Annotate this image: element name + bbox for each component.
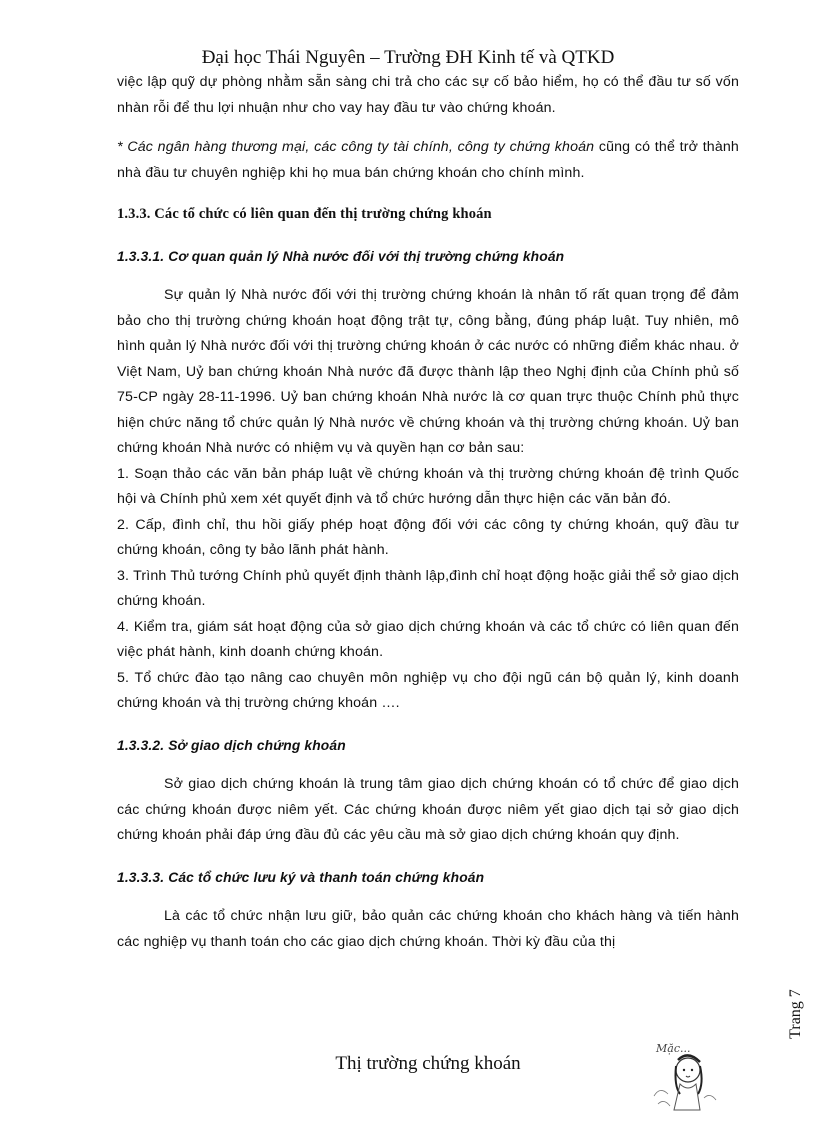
logo-lettering: Mặc... (656, 1042, 691, 1055)
list-item: 5. Tổ chức đào tạo nâng cao chuyên môn nghiệp vụ cho đội ngũ cán bộ quản lý, kinh doanh chứng khoán và thị trường chứng khoán …. (117, 669, 739, 711)
list-item: 2. Cấp, đình chỉ, thu hồi giấy phép hoạt động đối với các công ty chứng khoán, quỹ đầu tư chứng khoán, công ty bảo lãnh phát hành. (117, 516, 739, 558)
paragraph-1-3-3-1: Sự quản lý Nhà nước đối với thị trường chứng khoán là nhân tố rất quan trọng để đảm bảo cho thị trường chứng khoán hoạt động trật tự, công bằng, đúng pháp luật. Tuy nhiên, mô hình quản lý Nhà nước đối với thị trường chứng khoán ở các nước có những điểm khác nhau. ở Việt Nam, Uỷ ban chứng khoán Nhà nước đã được thành lập theo Nghị định của Chính phủ số 75-CP ngày 28-11-1996. Uỷ ban chứng khoán Nhà nước là cơ quan trực thuộc Chính phủ thực hiện chức năng tổ chức quản lý Nhà nước về chứng khoán và thị trường chứng khoán. Uỷ ban chứng khoán Nhà nước có nhiệm vụ và quyền hạn cơ bản sau: (117, 287, 739, 456)
list-item: 4. Kiểm tra, giám sát hoạt động của sở giao dịch chứng khoán và các tổ chức có liên quan đến việc phát hành, kinh doanh chứng khoán. (117, 618, 739, 660)
list-item: 1. Soạn thảo các văn bản pháp luật về chứng khoán và thị trường chứng khoán đệ trình Quốc hội và Chính phủ xem xét quyết định và tổ chức hướng dẫn thực hiện các văn bản đó. (117, 465, 739, 507)
heading-1-3-3-3: 1.3.3.3. Các tổ chức lưu ký và thanh toán chứng khoán (117, 869, 485, 885)
paragraph-banks (117, 135, 739, 186)
heading-1-3-3: 1.3.3. Các tổ chức có liên quan đến thị trường chứng khoán (117, 206, 492, 222)
document-body (117, 70, 739, 955)
paragraph-intro: việc lập quỹ dự phòng nhằm sẵn sàng chi trả cho các sự cố bảo hiểm, họ có thể đầu tư số vốn nhàn rỗi để thu lợi nhuận như cho vay hay đầu tư vào chứng khoán. (117, 74, 739, 116)
paragraph-banks-italic: * Các ngân hàng thương mại, các công ty tài chính, công ty chứng khoán (117, 139, 595, 155)
paragraph-1-3-3-2: Sở giao dịch chứng khoán là trung tâm giao dịch chứng khoán có tổ chức để giao dịch các chứng khoán được niêm yết. Các chứng khoán được niêm yết giao dịch tại sở giao dịch chứng khoán phải đáp ứng đầu đủ các yêu cầu mà sở giao dịch chứng khoán quy định. (117, 776, 739, 843)
heading-1-3-3-2: 1.3.3.2. Sở giao dịch chứng khoán (117, 737, 346, 753)
list-item: 3. Trình Thủ tướng Chính phủ quyết định thành lập,đình chỉ hoạt động hoặc giải thể sở giao dịch chứng khoán. (117, 567, 739, 609)
paragraph-banks-rest: cũng có thể trở thành nhà đầu tư chuyên nghiệp khi họ mua bán chứng khoán cho chính mình. (117, 139, 739, 181)
page-footer: Thị trường chứng khoán (335, 1053, 521, 1074)
page-header: Đại học Thái Nguyên – Trường ĐH Kinh tế và QTKD (201, 47, 615, 68)
heading-1-3-3-1: 1.3.3.1. Cơ quan quản lý Nhà nước đối với thị trường chứng khoán (117, 248, 565, 264)
decorative-girl-logo-icon (650, 1036, 720, 1114)
page-number-label: Trang 7 (787, 989, 804, 1039)
paragraph-1-3-3-3: Là các tổ chức nhận lưu giữ, bảo quản các chứng khoán cho khách hàng và tiến hành các nghiệp vụ thanh toán cho các giao dịch chứng khoán. Thời kỳ đầu của thị (117, 908, 739, 950)
